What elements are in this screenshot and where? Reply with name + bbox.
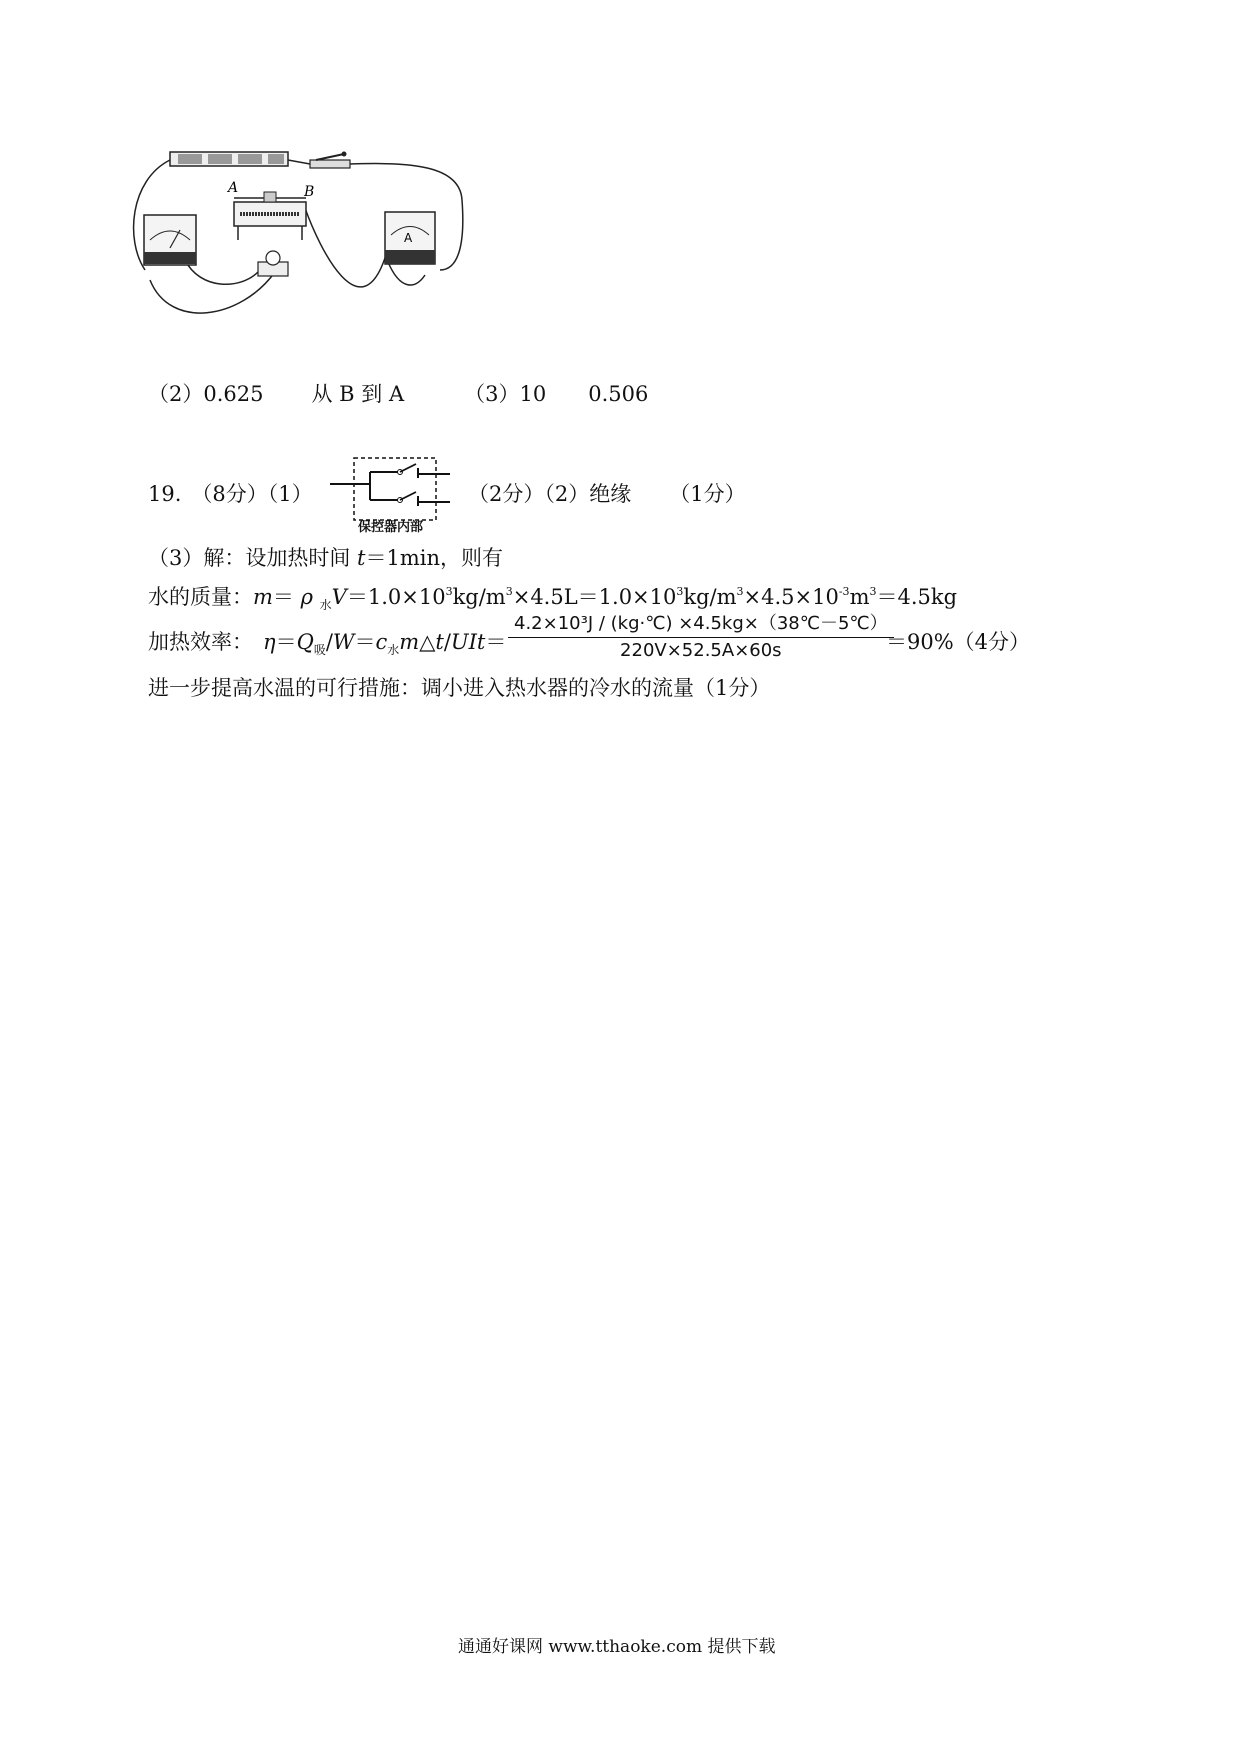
circuit-diagram-svg — [130, 140, 530, 360]
label-b: B — [304, 184, 315, 200]
q19-part3-intro-prefix: （3）解：设加热时间 — [148, 546, 358, 570]
ammeter — [385, 212, 435, 264]
frac-bar — [508, 637, 894, 638]
q18-part3-label: （3）10 — [464, 382, 547, 406]
knife-switch — [310, 152, 350, 169]
battery-pack — [170, 152, 288, 166]
switch-box-caption: 保控器内部 — [358, 520, 424, 535]
q19-part1-2 — [468, 480, 746, 508]
q18-answers — [148, 380, 648, 408]
switch-box-diagram — [330, 456, 470, 536]
q18-part2-label: （2）0.625 — [148, 382, 264, 406]
q19-efficiency-result: ＝90%（4分） — [886, 630, 1031, 654]
q19-part3-intro-var: t — [357, 546, 366, 570]
q19-part3-intro-suffix: ＝1min，则有 — [365, 546, 504, 570]
circuit-diagram — [130, 140, 530, 360]
q19-part2-label: （2）绝缘 — [544, 482, 632, 506]
label-a: A — [228, 180, 239, 196]
q19-part3-intro — [148, 544, 503, 572]
frac-numerator: 4.2×10³J / (kg·℃) ×4.5kg×（38℃－5℃） — [514, 613, 888, 634]
q19-efficiency-fraction — [508, 612, 894, 663]
q19-score: （8分） — [191, 482, 268, 506]
lamp — [258, 251, 288, 276]
q18-part2-direction: 从 B 到 A — [311, 382, 405, 406]
q19-header — [148, 480, 313, 508]
q19-part1-score: （2分） — [468, 482, 545, 506]
q18-part3-value: 0.506 — [588, 382, 649, 406]
ammeter-letter: A — [404, 231, 413, 245]
q19-efficiency-formula: $\eta=Q_吸/W=c_水m\triangle t/UIt=$ — [263, 630, 507, 658]
q19-part2-score: （1分） — [669, 482, 746, 506]
q19-efficiency-line — [148, 628, 506, 664]
q19-efficiency-prefix: 加热效率： — [148, 630, 253, 654]
footer-text: 通通好课网 www.tthaoke.com 提供下载 — [458, 1637, 776, 1657]
q19-part1-label: （1） — [267, 482, 313, 506]
rheostat — [226, 180, 314, 240]
q19-mass-formula: m＝ ρ $_水V=1.0\times 10^3kg/m^3\times 4.5L=1.0\times 10^3kg/m^3\times 4.5\times 10^{-3}m^3=4.5kg$ — [253, 585, 958, 613]
q19-number: 19. — [148, 482, 182, 506]
voltmeter — [144, 215, 196, 265]
q19-mass-prefix: 水的质量： — [148, 585, 253, 609]
frac-denominator: 220V×52.5A×60s — [620, 640, 782, 661]
q19-measure: 进一步提高水温的可行措施：调小进入热水器的冷水的流量（1分） — [148, 676, 771, 700]
